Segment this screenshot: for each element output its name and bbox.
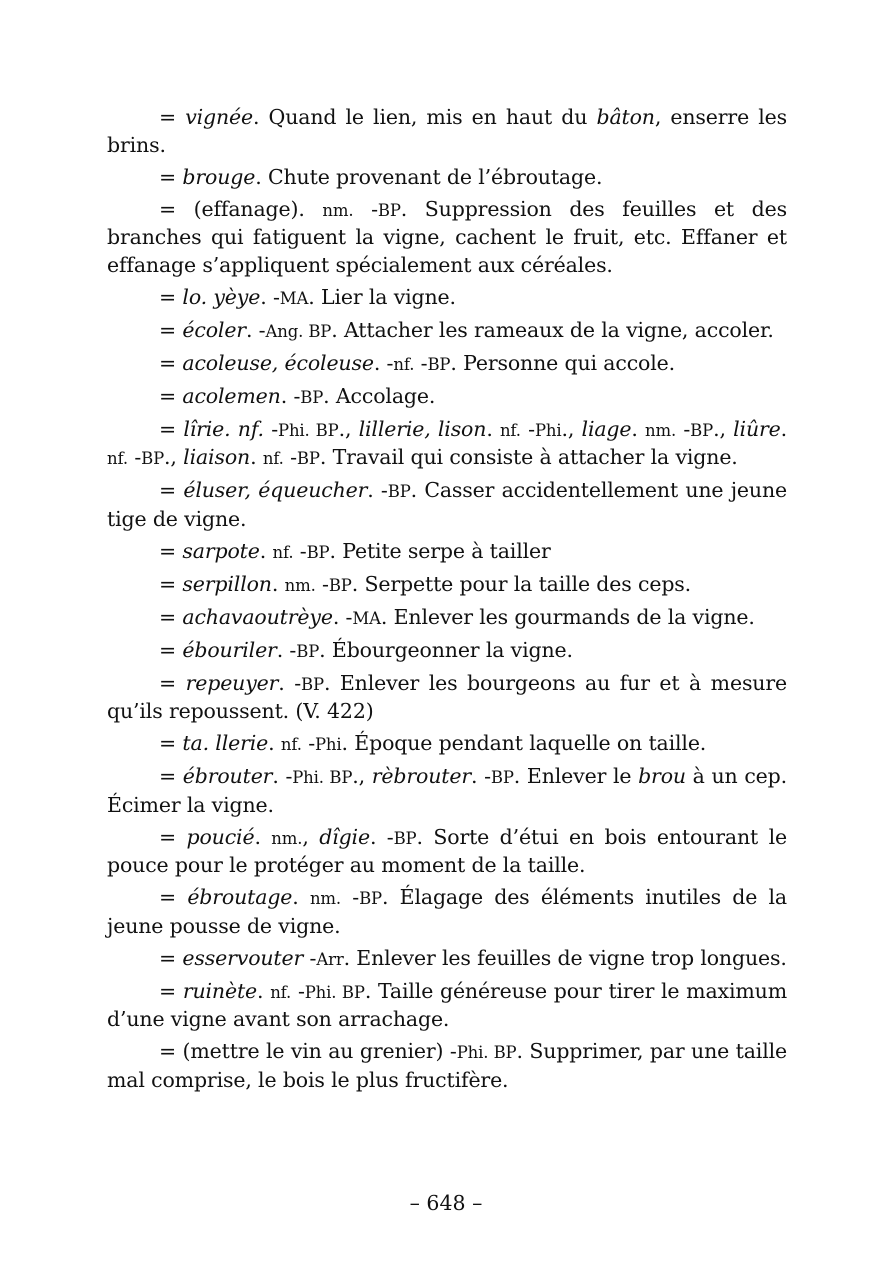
glossary-entry xyxy=(107,477,787,533)
entry-text: = xyxy=(159,670,186,695)
glossary-entry xyxy=(107,196,787,280)
entry-text: . Quand le lien, mis en haut du xyxy=(253,105,597,129)
glossary-entry xyxy=(107,1038,787,1094)
entry-text: - xyxy=(263,416,278,441)
headword: vignée xyxy=(185,105,254,129)
abbreviation: nf. xyxy=(499,420,521,440)
entry-text: = (mettre le vin au grenier) - xyxy=(159,1039,457,1063)
entry-text: . Serpette pour la taille des ceps. xyxy=(351,571,692,596)
entry-text: . xyxy=(292,885,310,909)
headword: achavaoutrèye xyxy=(182,604,333,629)
headword: ébrouter xyxy=(182,764,273,788)
headword: bâton xyxy=(596,105,655,129)
glossary-entry xyxy=(107,730,787,759)
abbreviation: BP xyxy=(427,354,451,374)
entry-text: = xyxy=(159,731,183,755)
glossary-entry xyxy=(107,637,787,666)
headword: ébouriler xyxy=(182,637,277,662)
entry-text: = xyxy=(159,416,184,441)
headword: esservouter xyxy=(182,945,304,970)
headword: lillerie, lison xyxy=(358,416,487,441)
headword: dîgie xyxy=(319,824,370,849)
entry-text: ., xyxy=(338,416,359,441)
abbreviation: BP xyxy=(296,641,320,661)
abbreviation: MA xyxy=(352,608,381,628)
abbreviation: BP xyxy=(359,889,383,908)
abbreviation: nm. xyxy=(284,575,316,595)
entry-text: . Petite serpe à tailler xyxy=(329,538,551,563)
headword: acolemen xyxy=(182,383,281,408)
glossary-entry xyxy=(107,284,787,313)
abbreviation: BP xyxy=(141,449,165,468)
entry-text: . xyxy=(254,824,272,849)
headword: acoleuse, écoleuse xyxy=(182,350,374,375)
headword: rèbrouter xyxy=(371,764,471,788)
entry-text: = xyxy=(159,637,183,662)
entry-text: = xyxy=(159,350,183,375)
entry-text: . Ébourgeonner la vigne. xyxy=(319,637,573,662)
glossary-entry xyxy=(107,164,787,192)
entry-text: . Époque pendant laquelle on taille. xyxy=(341,731,707,755)
entry-text: . xyxy=(631,416,646,441)
abbreviation: BP xyxy=(306,542,330,562)
headword: ruinète xyxy=(182,978,258,1003)
entry-text: = xyxy=(159,764,183,788)
entry-text: , enserre les brins. xyxy=(107,105,787,157)
headword: ta. llerie xyxy=(182,731,269,755)
glossary-entry xyxy=(107,604,787,633)
entry-text: = xyxy=(159,945,183,970)
headword: liûre xyxy=(733,416,781,441)
entry-text: . Supprimer, par une taille mal comprise, le bois le plus fructifère. xyxy=(107,1039,787,1092)
abbreviation: Phi xyxy=(534,420,562,440)
abbreviation: BP xyxy=(296,449,320,468)
entry-text: . Casser accidentellement une jeune tige de vigne. xyxy=(107,478,787,531)
entry-text: . xyxy=(250,445,263,469)
entry-text: = xyxy=(159,164,183,189)
glossary-entry xyxy=(107,945,787,974)
abbreviation: nm. xyxy=(309,889,342,908)
headword: repeuyer xyxy=(185,670,279,695)
entry-text: ., xyxy=(164,445,184,469)
glossary-entry xyxy=(107,350,787,379)
glossary-entry xyxy=(107,824,787,880)
glossary-entry xyxy=(107,763,787,819)
abbreviation: BP xyxy=(300,387,324,407)
entry-text: . Attacher les rameaux de la vigne, accoler. xyxy=(331,317,774,342)
abbreviation: Ang. BP xyxy=(265,321,332,341)
entry-text: - xyxy=(293,538,307,563)
entry-text: . Accolage. xyxy=(323,383,436,408)
abbreviation: Phi. BP xyxy=(292,768,353,787)
page-body xyxy=(107,104,787,1099)
headword: brou xyxy=(638,764,686,788)
entry-text: - xyxy=(353,196,378,221)
entry-text: - xyxy=(520,416,535,441)
headword: lîrie. nf. xyxy=(183,416,264,441)
abbreviation: Phi. BP xyxy=(456,1043,517,1062)
entry-text: . Personne qui accole. xyxy=(450,350,675,375)
entry-text: - xyxy=(301,731,315,755)
entry-text: = xyxy=(159,105,186,129)
abbreviation: MA xyxy=(279,288,309,308)
abbreviation: Arr xyxy=(316,949,344,969)
entry-text: . - xyxy=(260,284,280,309)
entry-text: . Enlever les gourmands de la vigne. xyxy=(380,604,755,629)
abbreviation: BP xyxy=(690,420,714,440)
glossary-entry xyxy=(107,571,787,600)
page-number: – 648 – xyxy=(409,1191,483,1215)
abbreviation: nf. xyxy=(270,982,292,1002)
entry-text: . - xyxy=(276,637,297,662)
glossary-entry xyxy=(107,317,787,346)
entry-text: . xyxy=(486,416,500,441)
abbreviation: BP xyxy=(490,768,514,787)
entry-text: - xyxy=(676,416,691,441)
abbreviation: BP xyxy=(377,200,401,220)
entry-text: = xyxy=(159,538,183,563)
headword: sarpote xyxy=(182,538,260,563)
entry-text: = xyxy=(159,383,183,408)
abbreviation: nm. xyxy=(322,200,354,220)
glossary-entry xyxy=(107,978,787,1034)
entry-text: . Travail qui consiste à attacher la vigne. xyxy=(319,445,738,469)
entry-text: = xyxy=(159,571,183,596)
entry-text: = (effanage). xyxy=(159,196,323,221)
entry-text: = xyxy=(159,317,183,342)
entry-text: . xyxy=(259,538,273,563)
abbreviation: Phi. BP xyxy=(304,982,365,1002)
entry-text: . Sorte d’étui en bois entourant le pouce pour le protéger au moment de la taille. xyxy=(107,824,787,877)
entry-text: - xyxy=(127,445,142,469)
glossary-entry xyxy=(107,538,787,567)
entry-text: . Élagage des éléments inutiles de la jeune pousse de vigne. xyxy=(107,885,787,938)
entry-text: = xyxy=(159,978,183,1003)
entry-text: = xyxy=(159,885,188,909)
entry-text: = xyxy=(159,824,187,849)
abbreviation: nm. xyxy=(271,828,303,848)
entry-text: . - xyxy=(332,604,353,629)
headword: liaison xyxy=(183,445,251,469)
entry-text: . - xyxy=(367,478,388,502)
entry-text: . - xyxy=(470,764,491,788)
entry-text: . - xyxy=(272,764,293,788)
entry-text: . - xyxy=(245,317,266,342)
entry-text: = xyxy=(159,284,183,309)
headword: brouge xyxy=(182,164,256,189)
abbreviation: BP xyxy=(301,674,324,694)
entry-text: - xyxy=(283,445,297,469)
entry-text: . - xyxy=(373,350,394,375)
entry-text: . xyxy=(268,731,281,755)
headword: ébroutage xyxy=(187,885,293,909)
headword: écoler xyxy=(182,317,246,342)
glossary-entry xyxy=(107,884,787,940)
entry-text: à un cep. Écimer la vigne. xyxy=(107,764,787,817)
entry-text: - xyxy=(414,350,428,375)
entry-text: . Enlever le xyxy=(513,764,639,788)
entry-text: - xyxy=(303,945,317,970)
abbreviation: nf. xyxy=(262,449,284,468)
entry-text: - xyxy=(291,978,305,1003)
entry-text: ., xyxy=(352,764,372,788)
entry-text: . - xyxy=(369,824,394,849)
abbreviation: nf. xyxy=(393,354,415,374)
entry-text: . Suppression des feuilles et des branches qui fatiguent la vigne, cachent le fruit, etc. Effaner et effanage s’appliquent spécialement aux céréales. xyxy=(107,196,787,277)
entry-text: . Enlever les bourgeons au fur et à mesure qu’ils repoussent. (V. 422) xyxy=(107,670,787,723)
abbreviation: Phi xyxy=(314,735,342,754)
entry-text: = xyxy=(159,478,184,502)
abbreviation: BP xyxy=(328,575,352,595)
entry-text: ., xyxy=(561,416,582,441)
headword: serpillon xyxy=(182,571,272,596)
entry-text: . xyxy=(780,416,787,441)
entry-text: = xyxy=(159,604,183,629)
entry-text: ., xyxy=(713,416,734,441)
headword: lo. yèye xyxy=(182,284,261,309)
glossary-entry xyxy=(107,670,787,726)
abbreviation: nm. xyxy=(645,420,677,440)
glossary-entry xyxy=(107,104,787,159)
entry-text: , xyxy=(302,824,320,849)
entry-text: . - xyxy=(280,383,301,408)
entry-text: . Enlever les feuilles de vigne trop longues. xyxy=(343,945,787,970)
abbreviation: nf. xyxy=(272,542,294,562)
entry-text: . Taille généreuse pour tirer le maximum d’une vigne avant son arrachage. xyxy=(107,978,787,1031)
abbreviation: BP xyxy=(387,482,411,501)
entry-text: . Lier la vigne. xyxy=(308,284,456,309)
entry-text: - xyxy=(315,571,329,596)
entry-text: . Chute provenant de l’ébroutage. xyxy=(255,164,603,189)
headword: liage xyxy=(581,416,632,441)
abbreviation: nf. xyxy=(107,449,128,468)
headword: éluser, équeucher xyxy=(183,478,368,502)
headword: poucié xyxy=(186,824,255,849)
glossary-entry xyxy=(107,383,787,412)
glossary-entry xyxy=(107,416,787,473)
abbreviation: Phi. BP xyxy=(278,420,339,440)
entry-text: . xyxy=(271,571,285,596)
entry-text: . - xyxy=(278,670,301,695)
entry-text: . xyxy=(257,978,271,1003)
abbreviation: BP xyxy=(393,828,417,848)
entry-text: - xyxy=(341,885,360,909)
abbreviation: nf. xyxy=(280,735,302,754)
